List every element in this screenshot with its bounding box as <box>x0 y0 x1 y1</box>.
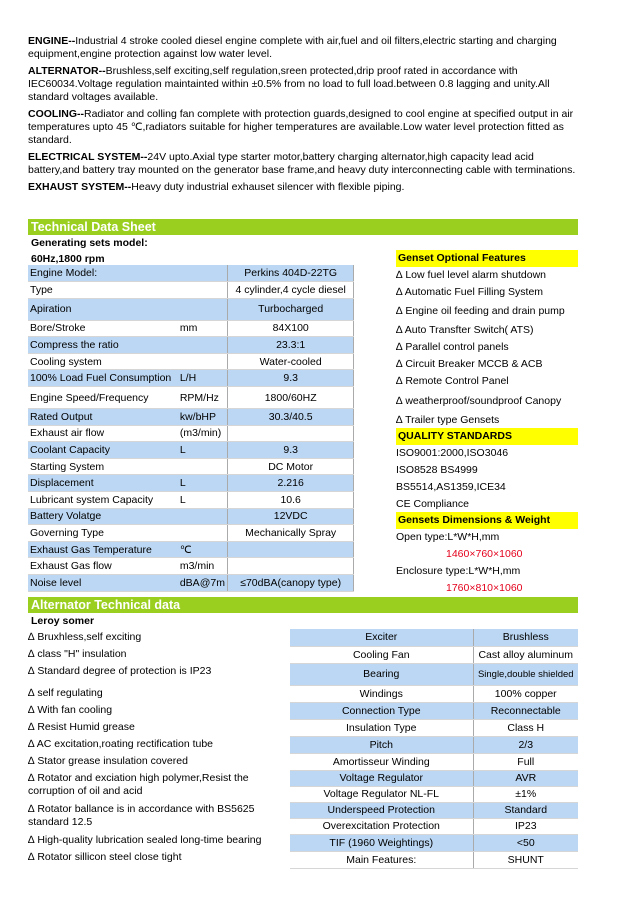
alternator-row <box>290 753 578 770</box>
alternator-row <box>290 702 578 719</box>
alternator-value: ±1% <box>473 786 578 802</box>
alternator-feature: ∆ Standard degree of protection is IP23 <box>28 665 212 677</box>
alternator-row <box>290 685 578 702</box>
spec-unit: RPM/Hz <box>178 387 228 409</box>
alternator-row <box>290 629 578 646</box>
spec-row <box>28 298 354 320</box>
alternator-row <box>290 818 578 834</box>
alternator-key: Voltage Regulator <box>290 770 473 786</box>
alternator-key: Overexcitation Protection <box>290 818 473 834</box>
spec-unit <box>178 525 228 542</box>
alternator-feature: ∆ self regulating <box>28 687 103 699</box>
spec-value: 2.216 <box>228 475 354 492</box>
spec-value <box>228 558 354 575</box>
spec-value: 12VDC <box>228 508 354 525</box>
intro-label: ENGINE-- <box>28 35 76 47</box>
intro-text: Brushless,self exciting,self regulation,sreen protected,drip proof rated in accordance with IEC60034.Voltage regulation maintainted within ±0.5% from no load to full load.between 0.8 lagging and unity.All standard voltages available. <box>28 65 550 103</box>
alternator-key: Bearing <box>290 663 473 685</box>
option-item: ∆ weatherproof/soundproof Canopy <box>396 394 562 407</box>
alternator-value: Single,double shielded <box>473 663 578 685</box>
spec-label: Exhaust Gas flow <box>28 558 178 575</box>
option-item: ∆ Automatic Fuel Filling System <box>396 285 544 298</box>
alternator-key: Windings <box>290 685 473 702</box>
spec-unit <box>178 458 228 475</box>
alternator-feature: ∆ Stator grease insulation covered <box>28 755 188 767</box>
spec-label: Displacement <box>28 475 178 492</box>
intro-label: ELECTRICAL SYSTEM-- <box>28 151 148 163</box>
spec-label: Noise level <box>28 575 178 592</box>
intro-label: EXHAUST SYSTEM-- <box>28 181 132 193</box>
spec-value: Turbocharged <box>228 298 354 320</box>
technical-data-band: Technical Data Sheet <box>28 219 578 235</box>
alternator-value: Reconnectable <box>473 702 578 719</box>
alternator-key: TIF (1960 Weightings) <box>290 834 473 851</box>
alternator-feature: ∆ High-quality lubrication sealed long-time bearing <box>28 834 262 846</box>
dimension-value: 1760×810×1060 <box>446 581 523 594</box>
spec-label: Compress the ratio <box>28 337 178 354</box>
intro-text: Heavy duty industrial exhauset silencer with flexible piping. <box>131 181 405 193</box>
spec-unit: mm <box>178 320 228 337</box>
spec-row <box>28 541 354 558</box>
alternator-key: Underspeed Protection <box>290 802 473 818</box>
spec-row <box>28 425 354 442</box>
alternator-key: Voltage Regulator NL-FL <box>290 786 473 802</box>
options-heading: QUALITY STANDARDS <box>396 428 578 445</box>
frequency-label: 60Hz,1800 rpm <box>31 253 105 265</box>
spec-unit: (m3/min) <box>178 425 228 442</box>
spec-row <box>28 353 354 370</box>
spec-unit: ℃ <box>178 541 228 558</box>
spec-label: Battery Volatge <box>28 508 178 525</box>
alternator-feature: ∆ Rotator sillicon steel close tight <box>28 851 182 863</box>
spec-unit: dBA@7m <box>178 575 228 592</box>
intro-text: Radiator and colling fan complete with protection guards,designed to cool engine at specified output in air temperatures upto 45 ℃,radiators suitable for higher temperatures are available.Low water level protection fitted as standard. <box>28 108 574 146</box>
alternator-value: Class H <box>473 719 578 736</box>
alternator-row <box>290 719 578 736</box>
spec-row <box>28 409 354 426</box>
dimension-value: 1460×760×1060 <box>446 547 523 560</box>
spec-unit: kw/bHP <box>178 409 228 426</box>
spec-unit: L <box>178 475 228 492</box>
spec-value: 4 cylinder,4 cycle diesel <box>228 282 354 299</box>
spec-value: Water-cooled <box>228 353 354 370</box>
spec-label: Engine Model: <box>28 265 178 282</box>
alternator-row <box>290 770 578 786</box>
alternator-row <box>290 834 578 851</box>
spec-row <box>28 492 354 509</box>
spec-row <box>28 575 354 592</box>
intro-paragraph <box>28 181 578 194</box>
spec-value: DC Motor <box>228 458 354 475</box>
spec-row <box>28 442 354 459</box>
alternator-row <box>290 851 578 868</box>
spec-label: Coolant Capacity <box>28 442 178 459</box>
spec-unit: L <box>178 442 228 459</box>
spec-row <box>28 370 354 387</box>
intro-paragraph <box>28 35 578 61</box>
option-item: ∆ Circuit Breaker MCCB & ACB <box>396 357 543 370</box>
spec-label: Governing Type <box>28 525 178 542</box>
spec-label: Engine Speed/Frequency <box>28 387 178 409</box>
alternator-row <box>290 663 578 685</box>
alternator-features-list <box>28 629 283 866</box>
alternator-value: 100% copper <box>473 685 578 702</box>
spec-unit: m3/min <box>178 558 228 575</box>
alternator-row <box>290 646 578 663</box>
option-item: Enclosure type:L*W*H,mm <box>396 564 521 577</box>
alternator-data-band: Alternator Technical data <box>28 597 578 613</box>
spec-row <box>28 387 354 409</box>
option-item: ∆ Parallel control panels <box>396 341 509 354</box>
spec-row <box>28 320 354 337</box>
options-heading: Gensets Dimensions & Weight <box>396 512 578 529</box>
spec-value <box>228 541 354 558</box>
alternator-feature: ∆ class "H" insulation <box>28 648 127 660</box>
intro-paragraph <box>28 151 578 177</box>
option-item: ∆ Low fuel level alarm shutdown <box>396 268 546 281</box>
alternator-row <box>290 736 578 753</box>
spec-unit <box>178 353 228 370</box>
option-item: ∆ Trailer type Gensets <box>396 413 500 426</box>
spec-row <box>28 265 354 282</box>
spec-value: 23.3:1 <box>228 337 354 354</box>
alternator-key: Connection Type <box>290 702 473 719</box>
spec-row <box>28 458 354 475</box>
spec-row <box>28 525 354 542</box>
spec-unit <box>178 265 228 282</box>
spec-row <box>28 558 354 575</box>
spec-value: 84X100 <box>228 320 354 337</box>
spec-row <box>28 337 354 354</box>
alternator-feature: ∆ Bruxhless,self exciting <box>28 631 142 643</box>
alternator-value: Brushless <box>473 629 578 646</box>
alternator-key: Amortisseur Winding <box>290 753 473 770</box>
alternator-row <box>290 802 578 818</box>
spec-value: Perkins 404D-22TG <box>228 265 354 282</box>
alternator-table <box>290 629 578 869</box>
spec-label: Exhaust Gas Temperature <box>28 541 178 558</box>
alternator-value: AVR <box>473 770 578 786</box>
spec-value: 1800/60HZ <box>228 387 354 409</box>
alternator-feature: ∆ With fan cooling <box>28 704 113 716</box>
options-heading: Genset Optional Features <box>396 250 578 267</box>
spec-label: Starting System <box>28 458 178 475</box>
spec-value: ≤70dBA(canopy type) <box>228 575 354 592</box>
alternator-brand: Leroy somer <box>31 615 95 627</box>
spec-unit <box>178 508 228 525</box>
alternator-value: Full <box>473 753 578 770</box>
spec-value: Mechanically Spray <box>228 525 354 542</box>
alternator-key: Cooling Fan <box>290 646 473 663</box>
alternator-value: Cast alloy aluminum <box>473 646 578 663</box>
spec-unit <box>178 282 228 299</box>
option-item: CE Compliance <box>396 497 469 510</box>
alternator-key: Exciter <box>290 629 473 646</box>
alternator-value: 2/3 <box>473 736 578 753</box>
intro-paragraph <box>28 65 578 104</box>
intro-section <box>28 35 578 198</box>
spec-label: Exhaust air flow <box>28 425 178 442</box>
alternator-feature: ∆ AC excitation,roating rectification tube <box>28 738 214 750</box>
spec-value: 9.3 <box>228 370 354 387</box>
option-item: ISO9001:2000,ISO3046 <box>396 447 509 460</box>
alternator-key: Pitch <box>290 736 473 753</box>
spec-unit: L <box>178 492 228 509</box>
spec-value: 10.6 <box>228 492 354 509</box>
option-item: ∆ Remote Control Panel <box>396 374 509 387</box>
spec-label: Bore/Stroke <box>28 320 178 337</box>
alternator-feature: ∆ Rotator ballance is in accordance with BS5625 standard 12.5 <box>28 803 255 828</box>
option-item: ∆ Auto Transfter Switch( ATS) <box>396 324 534 337</box>
model-label: Generating sets model: <box>31 237 148 249</box>
alternator-feature: ∆ Resist Humid grease <box>28 721 135 733</box>
alternator-key: Insulation Type <box>290 719 473 736</box>
alternator-key: Main Features: <box>290 851 473 868</box>
technical-data-table <box>28 265 354 592</box>
alternator-value: Standard <box>473 802 578 818</box>
intro-label: ALTERNATOR-- <box>28 65 106 77</box>
alternator-value: <50 <box>473 834 578 851</box>
option-item: Open type:L*W*H,mm <box>396 531 500 544</box>
spec-unit: L/H <box>178 370 228 387</box>
spec-row <box>28 475 354 492</box>
intro-paragraph <box>28 108 578 147</box>
intro-text: 24V upto.Axial type starter motor,battery charging alternator,high capacity lead acid battery,and battery tray mounted on the generator base frame,and heavy duty interconnecting cable with terminations. <box>28 151 576 176</box>
intro-label: COOLING-- <box>28 108 84 120</box>
spec-row <box>28 508 354 525</box>
alternator-value: IP23 <box>473 818 578 834</box>
option-item: ∆ Engine oil feeding and drain pump <box>396 305 565 318</box>
spec-value <box>228 425 354 442</box>
alternator-value: SHUNT <box>473 851 578 868</box>
spec-label: Apiration <box>28 298 178 320</box>
spec-unit <box>178 337 228 354</box>
spec-label: 100% Load Fuel Consumption <box>28 370 178 387</box>
spec-label: Cooling system <box>28 353 178 370</box>
intro-text: Industrial 4 stroke cooled diesel engine complete with air,fuel and oil filters,electric starting and charging equipment,engine protection against low water level. <box>28 35 557 60</box>
option-item: BS5514,AS1359,ICE34 <box>396 480 506 493</box>
spec-label: Rated Output <box>28 409 178 426</box>
spec-unit <box>178 298 228 320</box>
spec-value: 30.3/40.5 <box>228 409 354 426</box>
spec-label: Type <box>28 282 178 299</box>
spec-row <box>28 282 354 299</box>
options-column <box>396 250 578 596</box>
alternator-row <box>290 786 578 802</box>
spec-value: 9.3 <box>228 442 354 459</box>
spec-label: Lubricant system Capacity <box>28 492 178 509</box>
alternator-feature: ∆ Rotator and exciation high polymer,Resist the corruption of oil and acid <box>28 772 249 797</box>
option-item: ISO8528 BS4999 <box>396 463 478 476</box>
